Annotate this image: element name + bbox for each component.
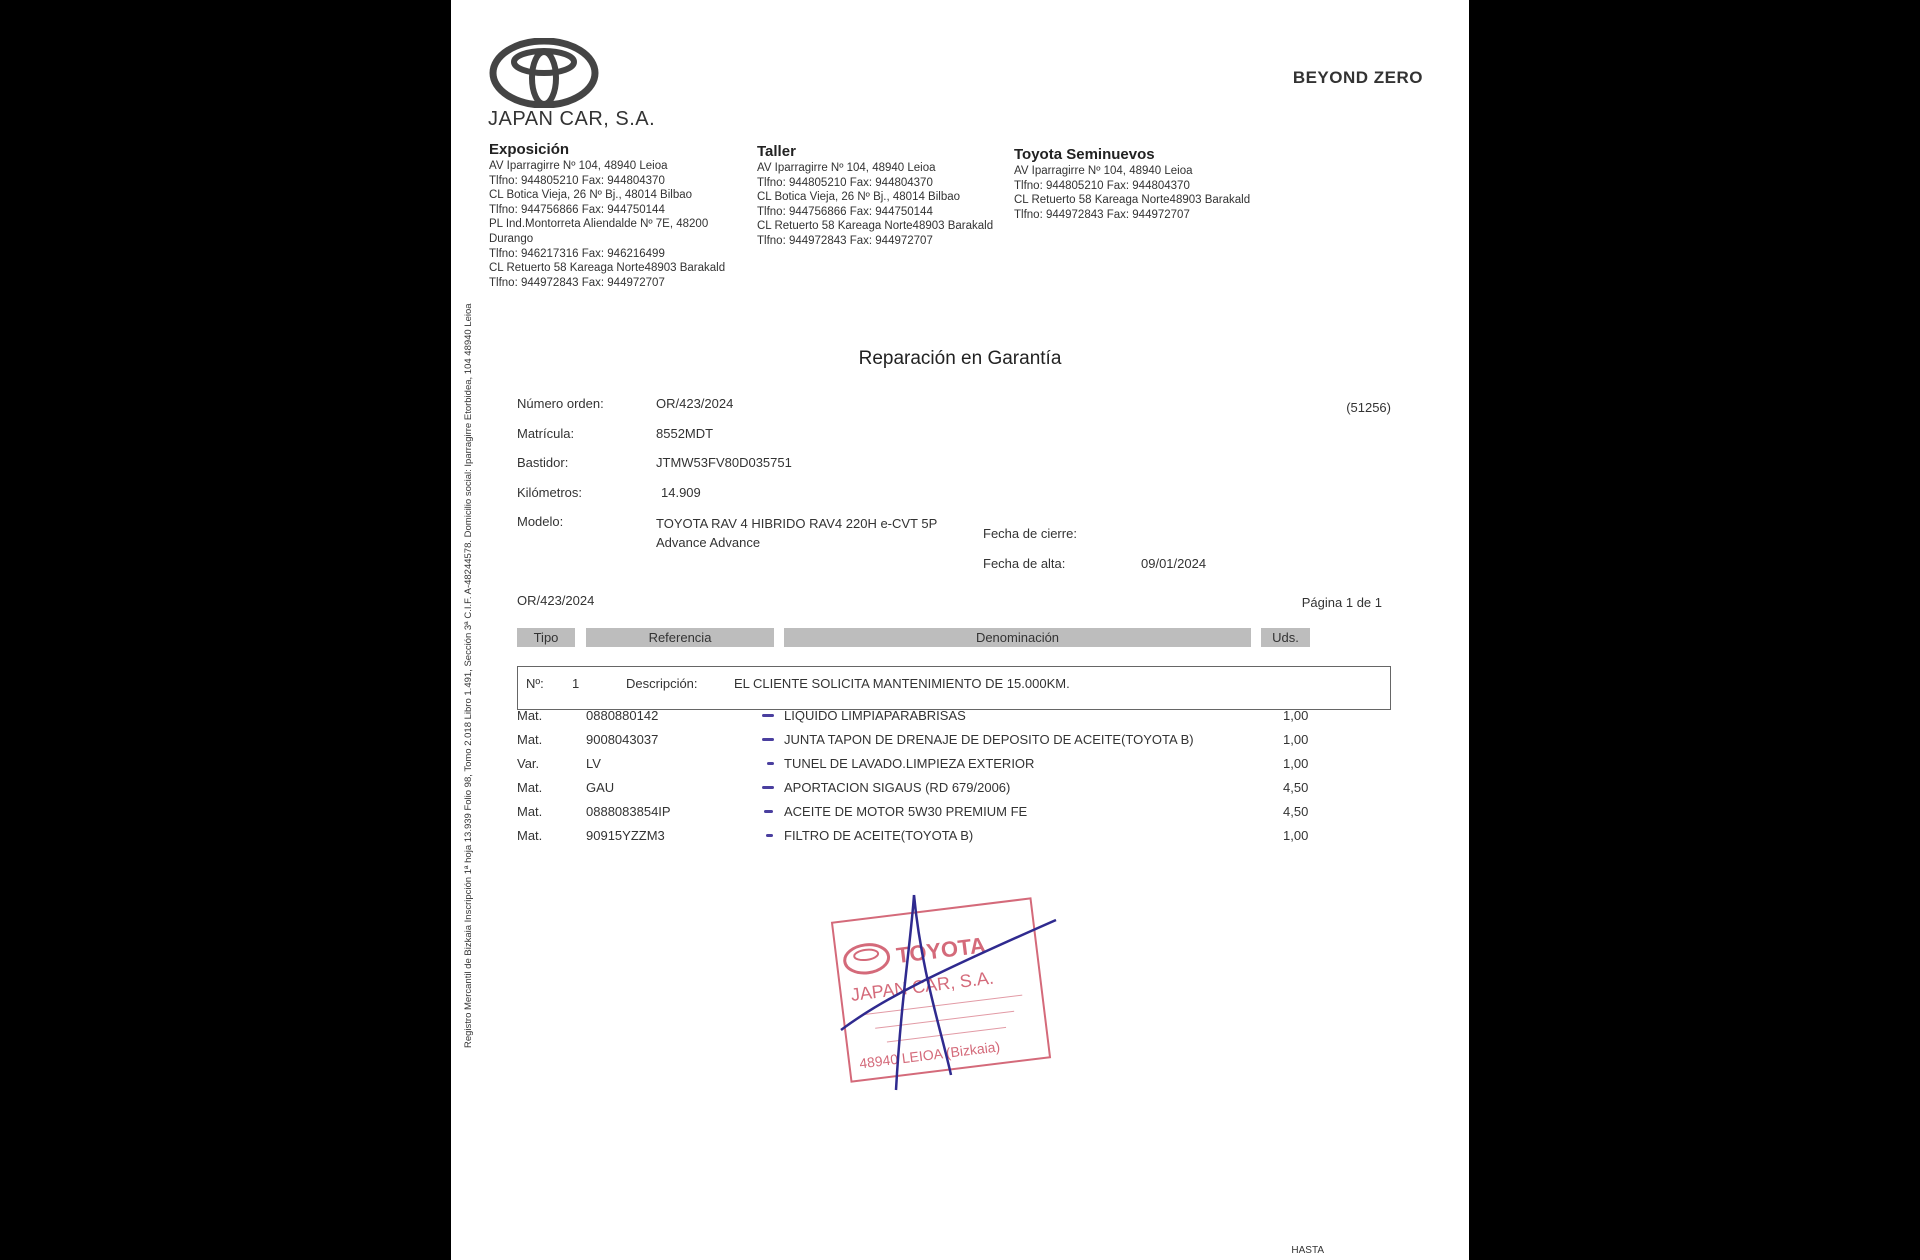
close-date-label: Fecha de cierre: — [983, 526, 1077, 541]
address-line: PL Ind.Montorreta Aliendalde Nº 7E, 48200 — [489, 218, 709, 231]
address-line: AV Iparragirre Nº 104, 48940 Leioa — [757, 162, 936, 174]
table-row — [451, 780, 1469, 802]
model-value-line1: TOYOTA RAV 4 HIBRIDO RAV4 220H e-CVT 5P — [656, 516, 938, 531]
row-tipo: Var. — [517, 756, 540, 771]
footer-hasta: HASTA — [1291, 1245, 1324, 1256]
company-name: JAPAN CAR, S.A. — [488, 108, 656, 130]
row-denominacion: LIQUIDO LIMPIAPARABRISAS — [784, 708, 966, 723]
address-exposicion — [489, 140, 725, 290]
row-uds: 1,00 — [1283, 828, 1309, 843]
row-referencia: GAU — [586, 780, 615, 795]
row-uds: 1,00 — [1283, 732, 1309, 747]
model-value-line2: Advance Advance — [656, 535, 761, 550]
row-referencia: 90915YZZM3 — [586, 828, 665, 843]
plate-label: Matrícula: — [517, 426, 575, 441]
mileage-value: 14.909 — [661, 485, 701, 500]
brand-tagline: BEYOND ZERO — [1292, 68, 1423, 87]
address-line: Tlfno: 944805210 Fax: 944804370 — [489, 174, 665, 187]
address-line: Tlfno: 944805210 Fax: 944804370 — [757, 176, 933, 189]
document-title: Reparación en Garantía — [858, 348, 1062, 369]
reference-code: (51256) — [1346, 400, 1391, 415]
check-mark-icon — [762, 738, 774, 741]
address-line: Durango — [489, 232, 534, 245]
chassis-value: JTMW53FV80D035751 — [656, 455, 792, 470]
address-line: Tlfno: 944756866 Fax: 944750144 — [489, 203, 665, 216]
table-row — [451, 756, 1469, 778]
dealer-stamp — [821, 880, 1061, 1100]
row-tipo: Mat. — [517, 780, 543, 795]
row-denominacion: FILTRO DE ACEITE(TOYOTA B) — [784, 828, 974, 843]
page-indicator: Página 1 de 1 — [1301, 595, 1382, 610]
address-line: AV Iparragirre Nº 104, 48940 Leioa — [489, 160, 668, 172]
exposicion-heading: Exposición — [489, 141, 570, 158]
row-referencia: 0888083854IP — [586, 804, 671, 819]
address-line: Tlfno: 944756866 Fax: 944750144 — [757, 205, 933, 218]
chassis-label: Bastidor: — [517, 455, 569, 470]
address-line: Tlfno: 944805210 Fax: 944804370 — [1014, 179, 1190, 192]
order-number-label: Número orden: — [517, 396, 604, 411]
taller-heading: Taller — [757, 143, 796, 160]
row-denominacion: JUNTA TAPON DE DRENAJE DE DEPOSITO DE ACEITE(TOYOTA B) — [784, 732, 1194, 747]
row-tipo: Mat. — [517, 732, 543, 747]
order-number-value: OR/423/2024 — [656, 396, 734, 411]
toyota-logo-icon — [489, 38, 599, 108]
column-header-uds: Uds. — [1261, 628, 1310, 647]
address-line: Tlfno: 944972843 Fax: 944972707 — [1014, 208, 1190, 221]
row-tipo: Mat. — [517, 708, 543, 723]
stamp-city: 48940 LEIOA (Bizkaia) — [858, 1038, 1001, 1072]
document-page — [451, 0, 1469, 1260]
check-mark-icon — [762, 714, 774, 717]
row-tipo: Mat. — [517, 804, 543, 819]
row-uds: 4,50 — [1283, 780, 1309, 795]
row-referencia: 0880880142 — [586, 708, 659, 723]
description-box — [517, 666, 1391, 710]
open-date-label: Fecha de alta: — [983, 556, 1066, 571]
open-date-value: 09/01/2024 — [1141, 556, 1207, 571]
column-header-tipo: Tipo — [517, 628, 575, 647]
row-uds: 1,00 — [1283, 708, 1309, 723]
line-number-label: Nº: — [526, 676, 544, 691]
description-text: EL CLIENTE SOLICITA MANTENIMIENTO DE 15.000KM. — [734, 676, 1070, 691]
address-line: AV Iparragirre Nº 104, 48940 Leioa — [1014, 165, 1193, 177]
stamp-company: JAPAN CAR, S.A. — [849, 967, 995, 1005]
table-row — [451, 708, 1469, 730]
row-referencia: LV — [586, 756, 601, 771]
address-line: Tlfno: 944972843 Fax: 944972707 — [757, 234, 933, 247]
row-tipo: Mat. — [517, 828, 543, 843]
address-seminuevos — [1014, 145, 1250, 222]
table-row — [451, 828, 1469, 850]
address-line: Tlfno: 946217316 Fax: 946216499 — [489, 247, 665, 260]
row-uds: 4,50 — [1283, 804, 1309, 819]
address-line: CL Retuerto 58 Kareaga Norte48903 Barakald — [1014, 194, 1251, 207]
line-number-value: 1 — [572, 676, 580, 691]
stamp-brand: TOYOTA — [894, 932, 987, 969]
address-line: Tlfno: 944972843 Fax: 944972707 — [489, 276, 665, 289]
mileage-label: Kilómetros: — [517, 485, 583, 500]
order-number-repeat: OR/423/2024 — [517, 593, 595, 608]
row-referencia: 9008043037 — [586, 732, 659, 747]
row-uds: 1,00 — [1283, 756, 1309, 771]
check-mark-icon — [767, 762, 774, 765]
registry-footer-text: Registro Mercantil de Bizkaia Inscripción 1ª hoja 13.939 Folio 98, Tomo 2.018 Libro 1.491, Sección 3ª C.I.F. A-48244578. Domicilio social: Iparragirre Etorbidea, 104 48940 Leioa — [463, 303, 474, 1048]
address-taller — [757, 142, 993, 249]
row-denominacion: ACEITE DE MOTOR 5W30 PREMIUM FE — [784, 804, 1028, 819]
address-line: CL Botica Vieja, 26 Nº Bj., 48014 Bilbao — [757, 191, 961, 204]
column-header-referencia: Referencia — [586, 628, 774, 647]
check-mark-icon — [764, 810, 773, 813]
check-mark-icon — [766, 834, 773, 837]
row-denominacion: APORTACION SIGAUS (RD 679/2006) — [784, 780, 1011, 795]
plate-value: 8552MDT — [656, 426, 714, 441]
address-line: CL Retuerto 58 Kareaga Norte48903 Barakald — [489, 262, 726, 275]
address-line: CL Botica Vieja, 26 Nº Bj., 48014 Bilbao — [489, 189, 693, 202]
model-label: Modelo: — [517, 514, 564, 529]
table-row — [451, 804, 1469, 826]
check-mark-icon — [762, 786, 774, 789]
address-line: CL Retuerto 58 Kareaga Norte48903 Barakald — [757, 220, 994, 233]
seminuevos-heading: Toyota Seminuevos — [1014, 146, 1155, 163]
table-row — [451, 732, 1469, 754]
row-denominacion: TUNEL DE LAVADO.LIMPIEZA EXTERIOR — [784, 756, 1035, 771]
column-header-denominacion: Denominación — [784, 628, 1251, 647]
description-label: Descripción: — [626, 676, 698, 691]
